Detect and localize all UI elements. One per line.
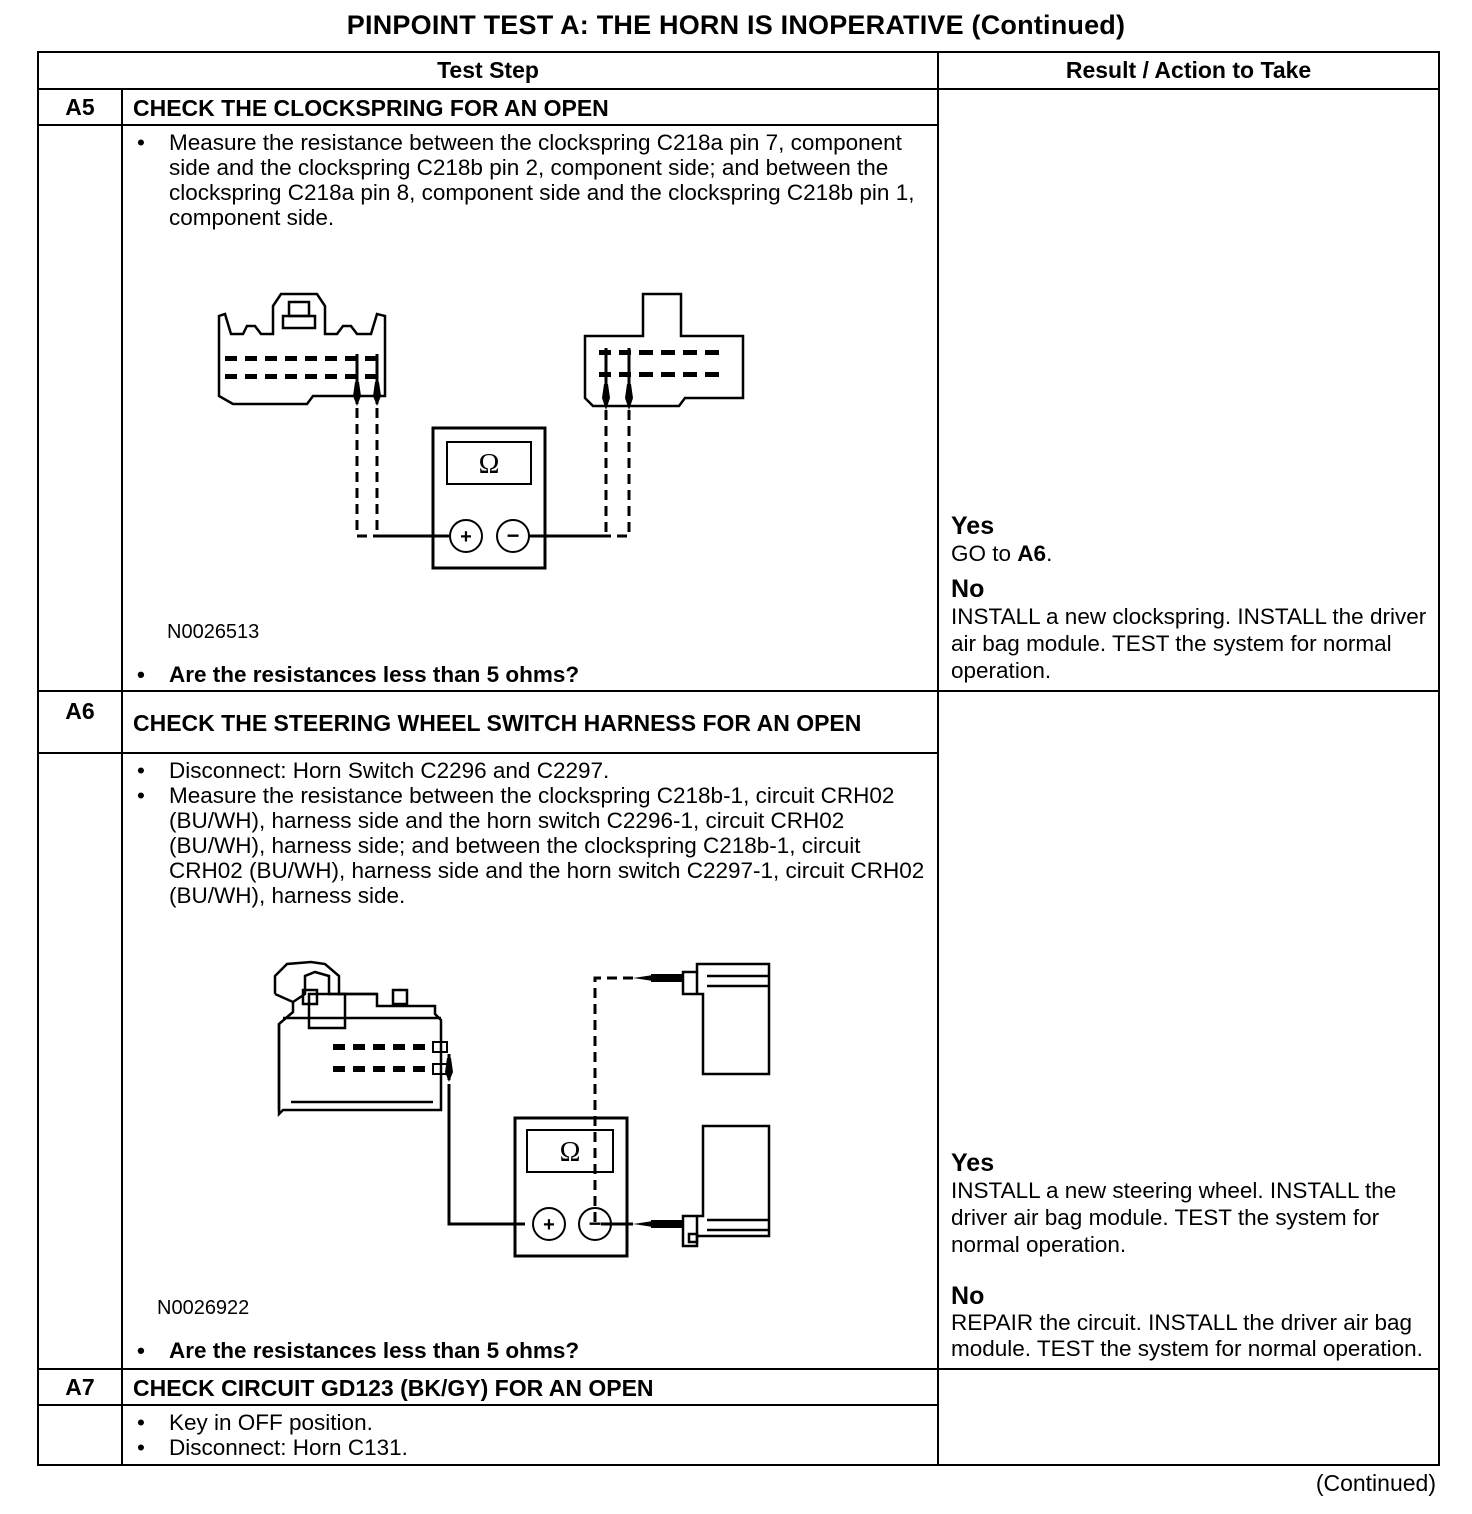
step-a5-result (938, 89, 1439, 691)
step-a6-result (938, 691, 1439, 1369)
table-header-row (38, 52, 1439, 89)
a5-bullet-1: • Measure the resistance between the clockspring C218a pin 7, component side and the clockspring C218b pin 2, component side; and between the clockspring C218a pin 8, component side and the clockspring C218b pin 1, component side. (137, 130, 915, 230)
a5-yes-label: Yes (951, 512, 995, 540)
a6-bullet-1: • Disconnect: Horn Switch C2296 and C2297. (137, 758, 610, 783)
step-a5-id: A5 (38, 89, 122, 125)
header-test-step: Test Step (38, 52, 938, 89)
steering-wheel-harness-diagram (183, 954, 783, 1274)
a6-no-label: No (951, 1282, 985, 1310)
step-a6-body (122, 753, 938, 1369)
a5-figure-id: N0026513 (167, 621, 260, 643)
step-a5-title: CHECK THE CLOCKSPRING FOR AN OPEN (122, 89, 938, 125)
svg-text:+: + (460, 526, 472, 548)
continued-label: (Continued) (1315, 1470, 1436, 1496)
svg-text:−: − (588, 1211, 602, 1236)
a6-yes-text: INSTALL a new steering wheel. INSTALL the driver air bag module. TEST the system for normal operation. (951, 1178, 1397, 1257)
ohm-symbol-2: Ω (559, 1137, 581, 1168)
ohm-symbol: Ω (478, 449, 500, 480)
a5-no-text: INSTALL a new clockspring. INSTALL the driver air bag module. TEST the system for normal operation. (951, 604, 1427, 683)
a5-no-label: No (951, 575, 985, 603)
a6-no-text: REPAIR the circuit. INSTALL the driver air bag module. TEST the system for normal operation. (951, 1310, 1423, 1361)
clockspring-diagram (203, 286, 763, 586)
pinpoint-test-table (37, 51, 1440, 1466)
step-a7-title: CHECK CIRCUIT GD123 (BK/GY) FOR AN OPEN (122, 1369, 938, 1405)
svg-text:+: + (543, 1214, 555, 1236)
a6-figure-id: N0026922 (157, 1297, 250, 1319)
a6-question: • Are the resistances less than 5 ohms? (137, 1338, 580, 1363)
page-title: PINPOINT TEST A: THE HORN IS INOPERATIVE (Continued) (346, 10, 1126, 40)
a6-yes-label: Yes (951, 1149, 995, 1177)
step-a6-title: CHECK THE STEERING WHEEL SWITCH HARNESS FOR AN OPEN (122, 691, 938, 753)
a7-bullet-1: • Key in OFF position. (137, 1410, 373, 1435)
step-a6-title-row (38, 691, 1439, 753)
a5-yes-text: GO to A6. (951, 541, 1053, 566)
step-a5-title-row (38, 89, 1439, 125)
a6-bullet-2: • Measure the resistance between the clockspring C218b-1, circuit CRH02 (BU/WH), harness side and the horn switch C2296-1, circuit CRH02 (BU/WH), harness side; and between the clockspring C218b-1, circuit CRH02 (BU/WH), harness side and the horn switch C2297-1, circuit CRH02 (BU/WH), harness side. (137, 783, 925, 908)
svg-text:−: − (506, 523, 520, 548)
header-result-action: Result / Action to Take (938, 52, 1439, 89)
step-a7-title-row (38, 1369, 1439, 1405)
a5-question: • Are the resistances less than 5 ohms? (137, 662, 580, 687)
step-a7-body (122, 1405, 938, 1465)
step-a7-result (938, 1369, 1439, 1465)
step-a6-id: A6 (38, 691, 122, 753)
step-a5-body (122, 125, 938, 691)
step-a7-id: A7 (38, 1369, 122, 1405)
a7-bullet-2: • Disconnect: Horn C131. (137, 1435, 408, 1460)
